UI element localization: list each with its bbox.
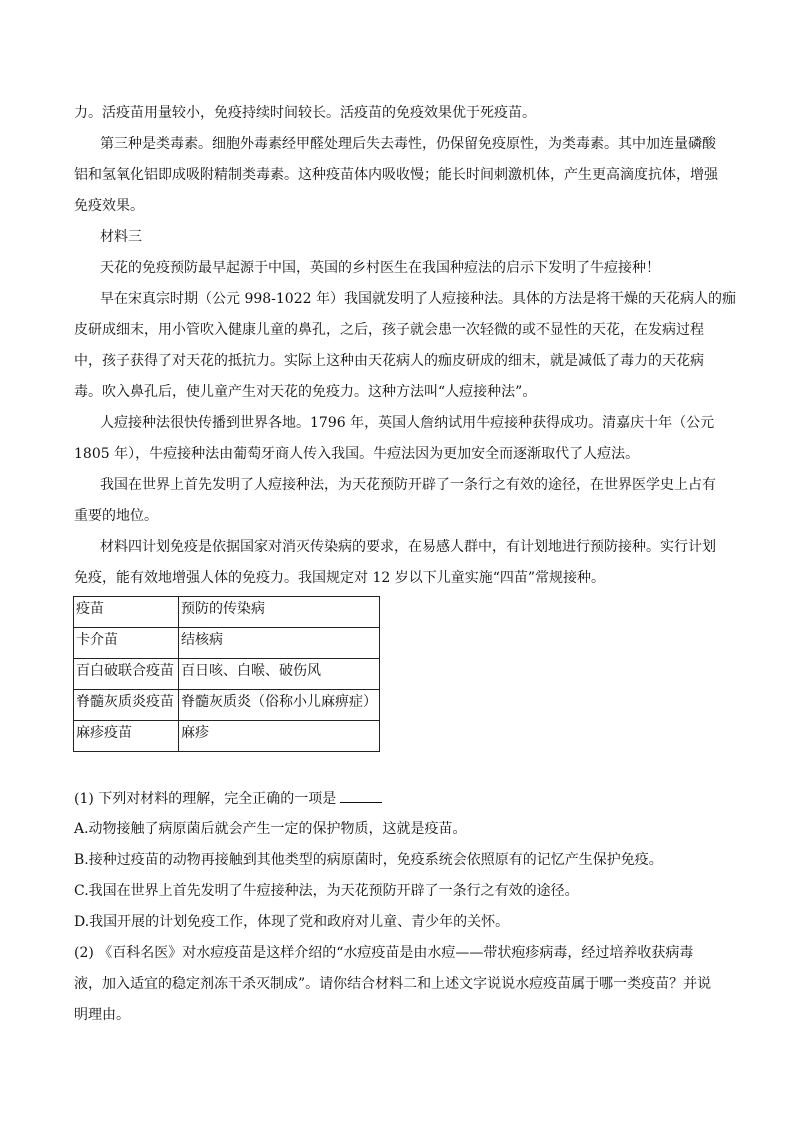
table-row — [74, 628, 380, 659]
table-header-row — [74, 597, 380, 628]
paragraph-line: 材料四计划免疫是依据国家对消灭传染病的要求，在易感人群中，有计划地进行预防接种。实行计划 — [100, 539, 716, 555]
paragraph-line: 免疫效果。 — [74, 198, 144, 214]
paragraph-line: 我国在世界上首先发明了人痘接种法，为天花预防开辟了一条行之有效的途径，在世界医学史上占有 — [100, 477, 716, 493]
paragraph-line: 1805 年），牛痘接种法由葡萄牙商人传入我国。牛痘法因为更加安全而逐渐取代了人痘法。 — [74, 446, 640, 462]
question-1-stem — [74, 788, 724, 809]
paragraph-line: 皮研成细末，用小管吹入健康儿童的鼻孔，之后，孩子就会患一次轻微的或不显性的天花，在发病过程 — [74, 322, 704, 338]
paragraph-line: 毒。吹入鼻孔后，使儿童产生对天花的免疫力。这种方法叫“人痘接种法”。 — [74, 384, 537, 400]
question-2-line: 明理由。 — [74, 1007, 130, 1023]
section-heading: 材料三 — [100, 229, 142, 245]
table-cell: 脊髓灰质炎（俗称小儿麻痹症） — [179, 690, 380, 721]
paragraph-line: 力。活疫苗用量较小，免疫持续时间较长。活疫苗的免疫效果优于死疫苗。 — [74, 105, 536, 121]
answer-blank[interactable] — [340, 788, 382, 803]
table-row — [74, 721, 380, 752]
paragraph-line: 人痘接种法很快传播到世界各地。1796 年，英国人詹纳试用牛痘接种获得成功。清嘉庆十年（公元 — [100, 415, 715, 431]
table-cell: 百日咳、白喉、破伤风 — [179, 659, 380, 690]
paragraph-line: 第三种是类毒素。细胞外毒素经甲醛处理后失去毒性，仍保留免疫原性，为类毒素。其中加连量磷酸 — [100, 136, 716, 152]
table-cell: 百白破联合疫苗 — [74, 659, 179, 690]
table-header-cell: 预防的传染病 — [179, 597, 380, 628]
question-2-line: (2) 《百科名医》对水痘疫苗是这样介绍的“水痘疫苗是由水痘——带状疱疹病毒，经过培养收获病毒 — [74, 945, 694, 961]
table-header-cell: 疫苗 — [74, 597, 179, 628]
paragraph-line: 免疫，能有效地增强人体的免疫力。我国规定对 12 岁以下儿童实施“四苗”常规接种。 — [74, 570, 606, 586]
table-row — [74, 690, 380, 721]
option-b: B.接种过疫苗的动物再接触到其他类型的病原菌时，免疫系统会依照原有的记忆产生保护免疫。 — [74, 852, 663, 868]
table-cell: 卡介苗 — [74, 628, 179, 659]
option-d: D.我国开展的计划免疫工作，体现了党和政府对儿童、青少年的关怀。 — [74, 914, 510, 930]
question-1-text: (1) 下列对材料的理解，完全正确的一项是 — [74, 791, 337, 807]
option-a: A.动物接触了病原菌后就会产生一定的保护物质，这就是疫苗。 — [74, 821, 467, 837]
question-2-line: 液，加入适宜的稳定剂冻干杀灭制成”。请你结合材料二和上述文字说说水痘疫苗属于哪一类疫苗？并说 — [74, 976, 712, 992]
option-c: C.我国在世界上首先发明了牛痘接种法，为天花预防开辟了一条行之有效的途径。 — [74, 883, 579, 899]
paragraph-line: 重要的地位。 — [74, 508, 158, 524]
paragraph-line: 早在宋真宗时期（公元 998-1022 年）我国就发明了人痘接种法。具体的方法是将干燥的天花病人的痂 — [100, 291, 736, 307]
vaccine-table — [73, 596, 380, 752]
table-cell: 脊髓灰质炎疫苗 — [74, 690, 179, 721]
table-cell: 结核病 — [179, 628, 380, 659]
paragraph-line: 中，孩子获得了对天花的抵抗力。实际上这种由天花病人的痂皮研成的细末，就是减低了毒力的天花病 — [74, 353, 704, 369]
paragraph-line: 天花的免疫预防最早起源于中国，英国的乡村医生在我国种痘法的启示下发明了牛痘接种！ — [100, 260, 660, 276]
table-row — [74, 659, 380, 690]
table-cell: 麻疹疫苗 — [74, 721, 179, 752]
table-cell: 麻疹 — [179, 721, 380, 752]
paragraph-line: 铝和氢氧化铝即成吸附精制类毒素。这种疫苗体内吸收慢；能长时间刺激机体，产生更高滴度抗体，增强 — [74, 167, 718, 183]
